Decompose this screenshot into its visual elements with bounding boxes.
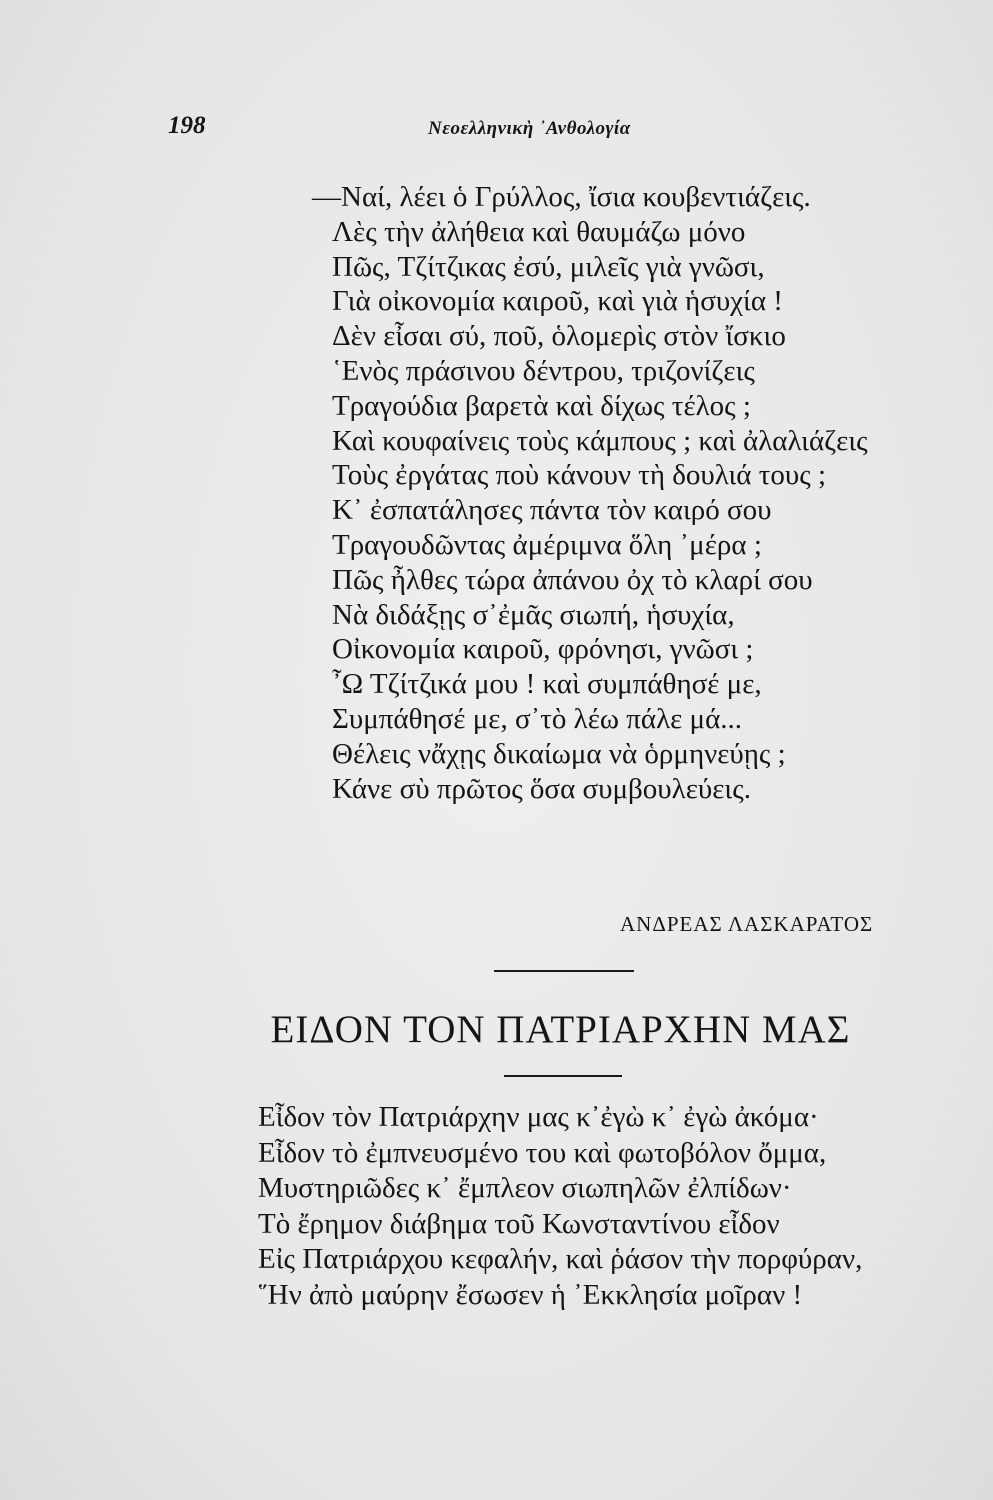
author-signature: ΑΝΔΡΕΑΣ ΛΑΣΚΑΡΑΤΟΣ xyxy=(620,912,874,936)
poem-line: Δὲν εἶσαι σύ, ποῦ, ὁλομερὶς στὸν ἴσκιο xyxy=(332,320,786,353)
poem-line: ῞Ην ἀπὸ μαύρην ἔσωσεν ἡ ᾿Εκκλησία μοῖραν ! xyxy=(258,1278,803,1311)
poem-line: Μυστηριῶδες κ᾿ ἔμπλεον σιωπηλῶν ἐλπίδων· xyxy=(258,1172,792,1204)
poem-line: Θέλεις νἄχῃς δικαίωμα νὰ ὁρμηνεύῃς ; xyxy=(332,737,786,770)
poem-line: Τοὺς ἐργάτας ποὺ κάνουν τὴ δουλιά τους ; xyxy=(332,459,827,492)
poem-line: —Ναί, λέει ὁ Γρύλλος, ἴσια κουβεντιάζεις. xyxy=(312,181,811,213)
poem-line: Εἶδον τὸ ἐμπνευσμένο του καὶ φωτοβόλον ὄμμα, xyxy=(258,1136,827,1169)
running-title: Νεοελληνικὴ ᾿Ανθολογία xyxy=(428,118,631,139)
section-divider-top xyxy=(494,970,634,972)
poem-line: Καὶ κουφαίνεις τοὺς κάμπους ; καὶ ἀλαλιάζεις xyxy=(332,424,868,457)
poem-line: Νὰ διδάξῃς σ᾿ἐμᾶς σιωπή, ἡσυχία, xyxy=(332,598,735,631)
poem-line: Κάνε σὺ πρῶτος ὅσα συμβουλεύεις. xyxy=(332,772,751,805)
poem-line: ῾Ενὸς πράσινου δέντρου, τριζονίζεις xyxy=(332,354,755,387)
page-number: 198 xyxy=(168,112,206,139)
poem-line: Συμπάθησέ με, σ᾿τὸ λέω πάλε μά... xyxy=(332,702,743,735)
poem-patriarch xyxy=(258,1100,958,1313)
poem-title-text: ΕΙΔΟΝ ΤΟΝ ΠΑΤΡΙΑΡΧΗΝ ΜΑΣ xyxy=(270,1008,851,1051)
poem-line: Τὸ ἔρημον διάβημα τοῦ Κωνσταντίνου εἶδον xyxy=(258,1207,780,1240)
poem-line: Κ᾿ ἐσπατάλησες πάντα τὸν καιρό σου xyxy=(332,494,772,527)
section-divider-bottom xyxy=(504,1075,622,1077)
poem-cricket-dialogue xyxy=(312,180,952,806)
poem-line: Τραγούδια βαρετὰ καὶ δίχως τέλος ; xyxy=(332,389,751,422)
poem-line: Τραγουδῶντας ἀμέριμνα ὅλη ᾿μέρα ; xyxy=(332,528,762,561)
poem-line: Γιὰ οἰκονομία καιροῦ, καὶ γιὰ ἡσυχία ! xyxy=(332,285,783,318)
poem-title xyxy=(0,1007,993,1052)
poem-line: Πῶς ἦλθες τώρα ἀπάνου ὀχ τὸ κλαρί σου xyxy=(332,563,813,596)
poem-line: Πῶς, Τζίτζικας ἐσύ, μιλεῖς γιὰ γνῶσι, xyxy=(332,250,765,283)
page-header xyxy=(0,112,993,152)
poem-line: Εἰς Πατριάρχου κεφαλήν, καὶ ῥάσον τὴν πορφύραν, xyxy=(258,1243,863,1275)
poem-line: Λὲς τὴν ἀλήθεια καὶ θαυμάζω μόνο xyxy=(332,215,746,248)
poem-line: ῏Ω Τζίτζικά μου ! καὶ συμπάθησέ με, xyxy=(332,668,762,701)
poem-line: Εἶδον τὸν Πατριάρχην μας κ᾿ἐγὼ κ᾿ ἐγὼ ἀκόμα· xyxy=(258,1101,819,1133)
poem-line: Οἰκονομία καιροῦ, φρόνησι, γνῶσι ; xyxy=(332,633,754,666)
